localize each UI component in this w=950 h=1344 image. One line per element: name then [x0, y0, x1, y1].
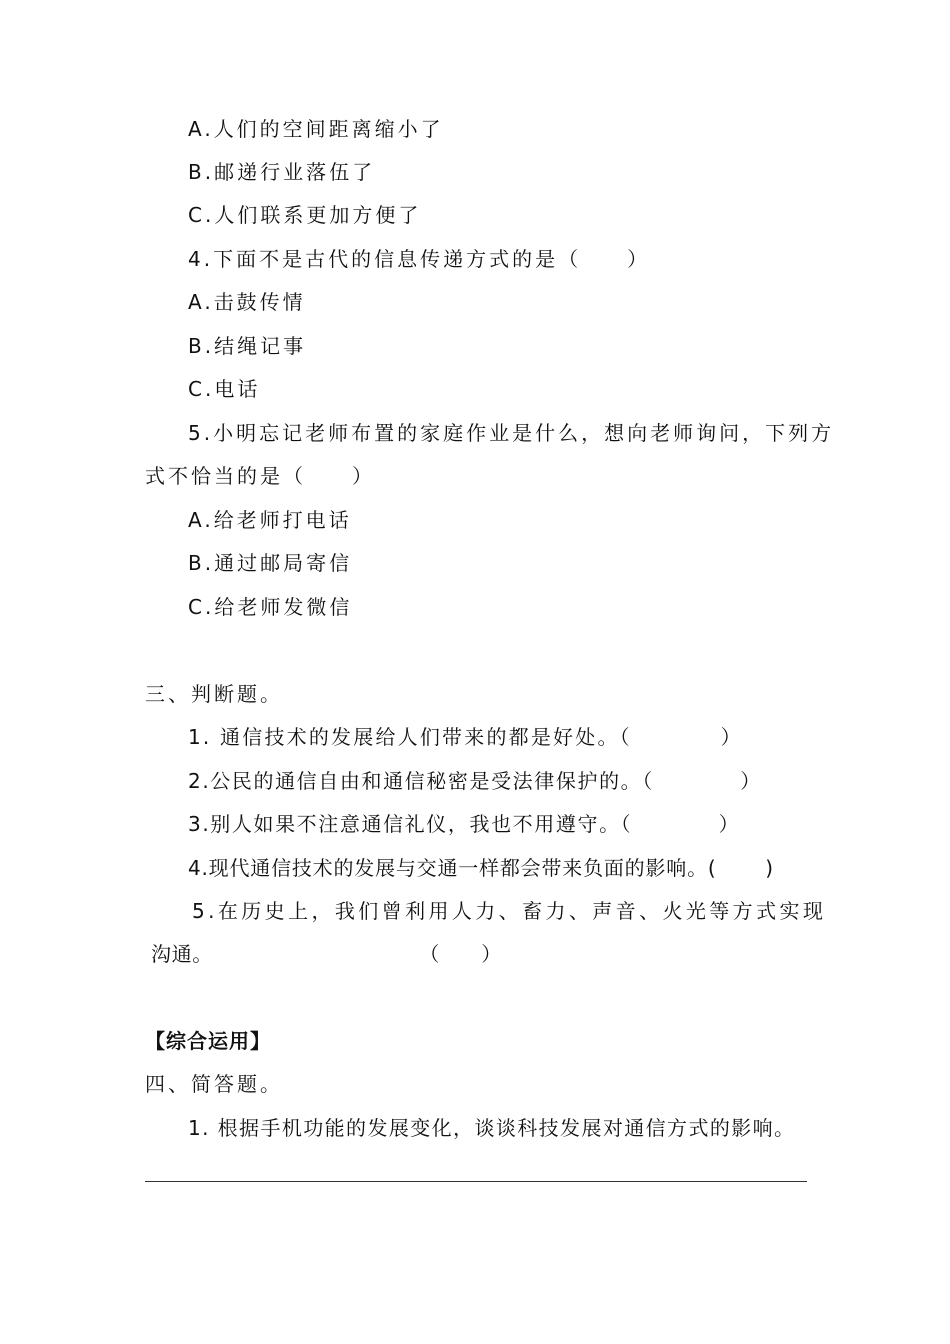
q3-option-c: C.人们联系更加方便了 — [188, 203, 422, 227]
q5-option-b: B.通过邮局寄信 — [188, 551, 353, 575]
section-heading: 【综合运用】 — [145, 1029, 271, 1053]
q5-question-line1: 5.小明忘记老师布置的家庭作业是什么，想向老师询问，下列方 — [188, 421, 835, 445]
section4-title: 四、简答题。 — [145, 1072, 283, 1096]
q4-option-c: C.电话 — [188, 377, 261, 401]
q4-option-a: A.击鼓传情 — [188, 290, 306, 314]
judgement-item-3: 3.别人如果不注意通信礼仪，我也不用遵守。（ ） — [188, 812, 741, 836]
judgement-item-5-line1: 5.在历史上，我们曾利用人力、畜力、声音、火光等方式实现 — [192, 899, 827, 923]
q3-option-a: A.人们的空间距离缩小了 — [188, 117, 444, 141]
short-answer-question-1: 1. 根据手机功能的发展变化，谈谈科技发展对通信方式的影响。 — [188, 1116, 796, 1140]
judgement-item-2: 2.公民的通信自由和通信秘密是受法律保护的。（ ） — [188, 769, 762, 793]
section3-title: 三、判断题。 — [145, 682, 283, 706]
q5-option-a: A.给老师打电话 — [188, 508, 352, 532]
q4-question: 4.下面不是古代的信息传递方式的是（ ） — [188, 247, 651, 271]
q4-option-b: B.结绳记事 — [188, 334, 307, 358]
answer-line — [145, 1181, 807, 1182]
q5-question-line2: 式不恰当的是（ ） — [145, 464, 375, 488]
judgement-item-5-line2: 沟通。 （ ） — [151, 942, 502, 966]
judgement-item-1: 1. 通信技术的发展给人们带来的都是好处。（ ） — [188, 725, 743, 749]
q5-option-c: C.给老师发微信 — [188, 595, 353, 619]
judgement-item-4: 4.现代通信技术的发展与交通一样都会带来负面的影响。( ) — [188, 856, 774, 880]
q3-option-b: B.邮递行业落伍了 — [188, 160, 376, 184]
